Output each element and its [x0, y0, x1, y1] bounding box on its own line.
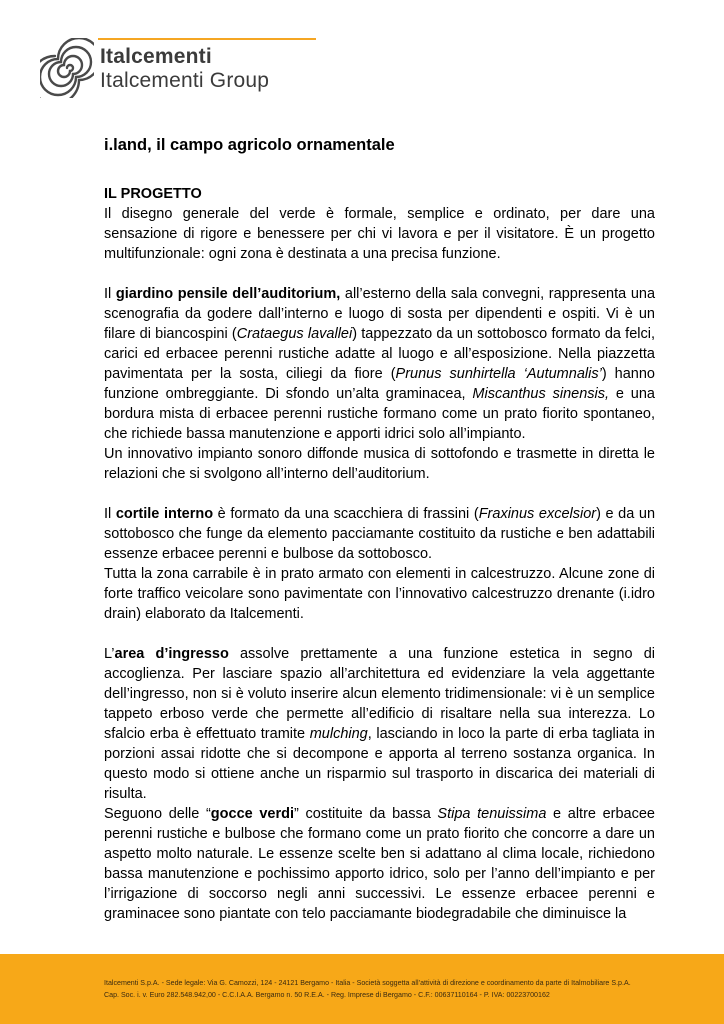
- footer-legal: [104, 977, 631, 1001]
- brand-group: Italcementi Group: [100, 69, 270, 92]
- spiral-logo-icon: [40, 38, 94, 98]
- footer-band: [0, 954, 724, 1024]
- paragraph-ingresso: L’area d’ingresso assolve prettamente a una funzione estetica in segno di accoglienza. Per lasciare spazio all’architettura ed evidenziare la vela aggettante dell’ingresso, non si è voluto inserire alcun elemento tridimensionale: vi è un semplice tappeto erboso verde che permette all’edificio di risaltare nella sua interezza. Lo sfalcio erba è effettuato tramite mulching, lasciando in loco la parte di erba tagliata in porzioni assai ridotte che si decompone e apporta al terreno sostanza organica. In questo modo si ottiene anche un risparmio sul trasporto in discarica dei materiali di risulta.: [104, 646, 655, 802]
- species-miscanthus: Miscanthus sinensis,: [472, 386, 610, 402]
- species-stipa: Stipa tenuissima: [437, 806, 547, 822]
- footer-line-1: Italcementi S.p.A. - Sede legale: Via G. Camozzi, 124 - 24121 Bergamo - Italia - Società soggetta all’attività di direzione e coordinamento da parte di Italmobiliare S.p.A.: [104, 979, 631, 987]
- paragraph-carrabile: Tutta la zona carrabile è in prato armato con elementi in calcestruzzo. Alcune zone di forte traffico veicolare sono pavimentate con l’innovativo calcestruzzo drenante (i.idro drain) elaborato da Italcementi.: [104, 566, 655, 622]
- letterhead: [40, 36, 280, 106]
- term-gocce-verdi: gocce verdi: [210, 806, 294, 822]
- paragraph-sound-system: Un innovativo impianto sonoro diffonde musica di sottofondo e trasmette in diretta le relazioni che si svolgono all’interno dell’auditorium.: [104, 446, 655, 482]
- brand-name: Italcementi: [100, 45, 212, 68]
- paragraph-gocce-verdi: Seguono delle “gocce verdi” costituite da bassa Stipa tenuissima e altre erbacee perenni rustiche e bulbose che formano come un prato fiorito che concorre a dare un aspetto molto naturale. Le essenze scelte ben si adattano al clima locale, richiedono bassa manutenzione e pochissimo apporto idrico, solo per l’anno dell’impianto e per l’irrigazione di soccorso negli anni successivi. Le essenze erbacee perenni e graminacee sono piantate con telo pacciamante biodegradabile che diminuisce la: [104, 806, 655, 922]
- document-body: [104, 134, 655, 924]
- term-area-ingresso: area d’ingresso: [114, 646, 229, 662]
- paragraph-cortile: Il cortile interno è formato da una scacchiera di frassini (Fraxinus excelsior) e da un sottobosco che funge da elemento pacciamante costituito da rustiche e ben adattabili essenze erbacee perenni e bulbose da sottobosco.: [104, 506, 656, 562]
- section-heading: IL PROGETTO: [104, 186, 202, 202]
- species-prunus: Prunus sunhirtella ‘Autumnalis’: [395, 366, 602, 382]
- footer-line-2: Cap. Soc. i. v. Euro 282.548.942,00 - C.C.I.A.A. Bergamo n. 50 R.E.A. - Reg. Imprese di Bergamo - C.F.: 00637110164 - P. IVA: 00223700162: [104, 991, 550, 999]
- species-crataegus: Crataegus lavallei: [236, 326, 353, 342]
- paragraph-intro: Il disegno generale del verde è formale, semplice e ordinato, per dare una sensazione di rigore e benessere per chi vi lavora e per il visitatore. È un progetto multifunzionale: ogni zona è destinata a una precisa funzione.: [104, 206, 655, 262]
- page-title: i.land, il campo agricolo ornamentale: [104, 136, 395, 154]
- paragraph-auditorium: Il giardino pensile dell’auditorium, all’esterno della sala convegni, rappresenta una scenografia da godere dall’interno e luogo di sosta per dipendenti e ospiti. Vi è un filare di biancospini (Crataegus lavallei) tappezzato da un sottobosco formato da felci, carici ed erbacee perenni rustiche adatte al luogo e all’esposizione. Nella piazzetta pavimentata per la sosta, ciliegi da fiore (Prunus sunhirtella ‘Autumnalis’) hanno funzione ombreggiante. Di sfondo un’alta graminacea, Miscanthus sinensis, e una bordura mista di erbacee perenni rustiche formano come un prato fiorito spontaneo, che richiede bassa manutenzione e apporti idrici solo all’impianto.: [104, 286, 656, 442]
- term-cortile-interno: cortile interno: [115, 506, 214, 522]
- term-mulching: mulching: [309, 726, 368, 742]
- header-rule: [98, 38, 316, 40]
- term-giardino-pensile: giardino pensile dell’auditorium,: [115, 286, 341, 302]
- species-fraxinus: Fraxinus excelsior: [478, 506, 597, 522]
